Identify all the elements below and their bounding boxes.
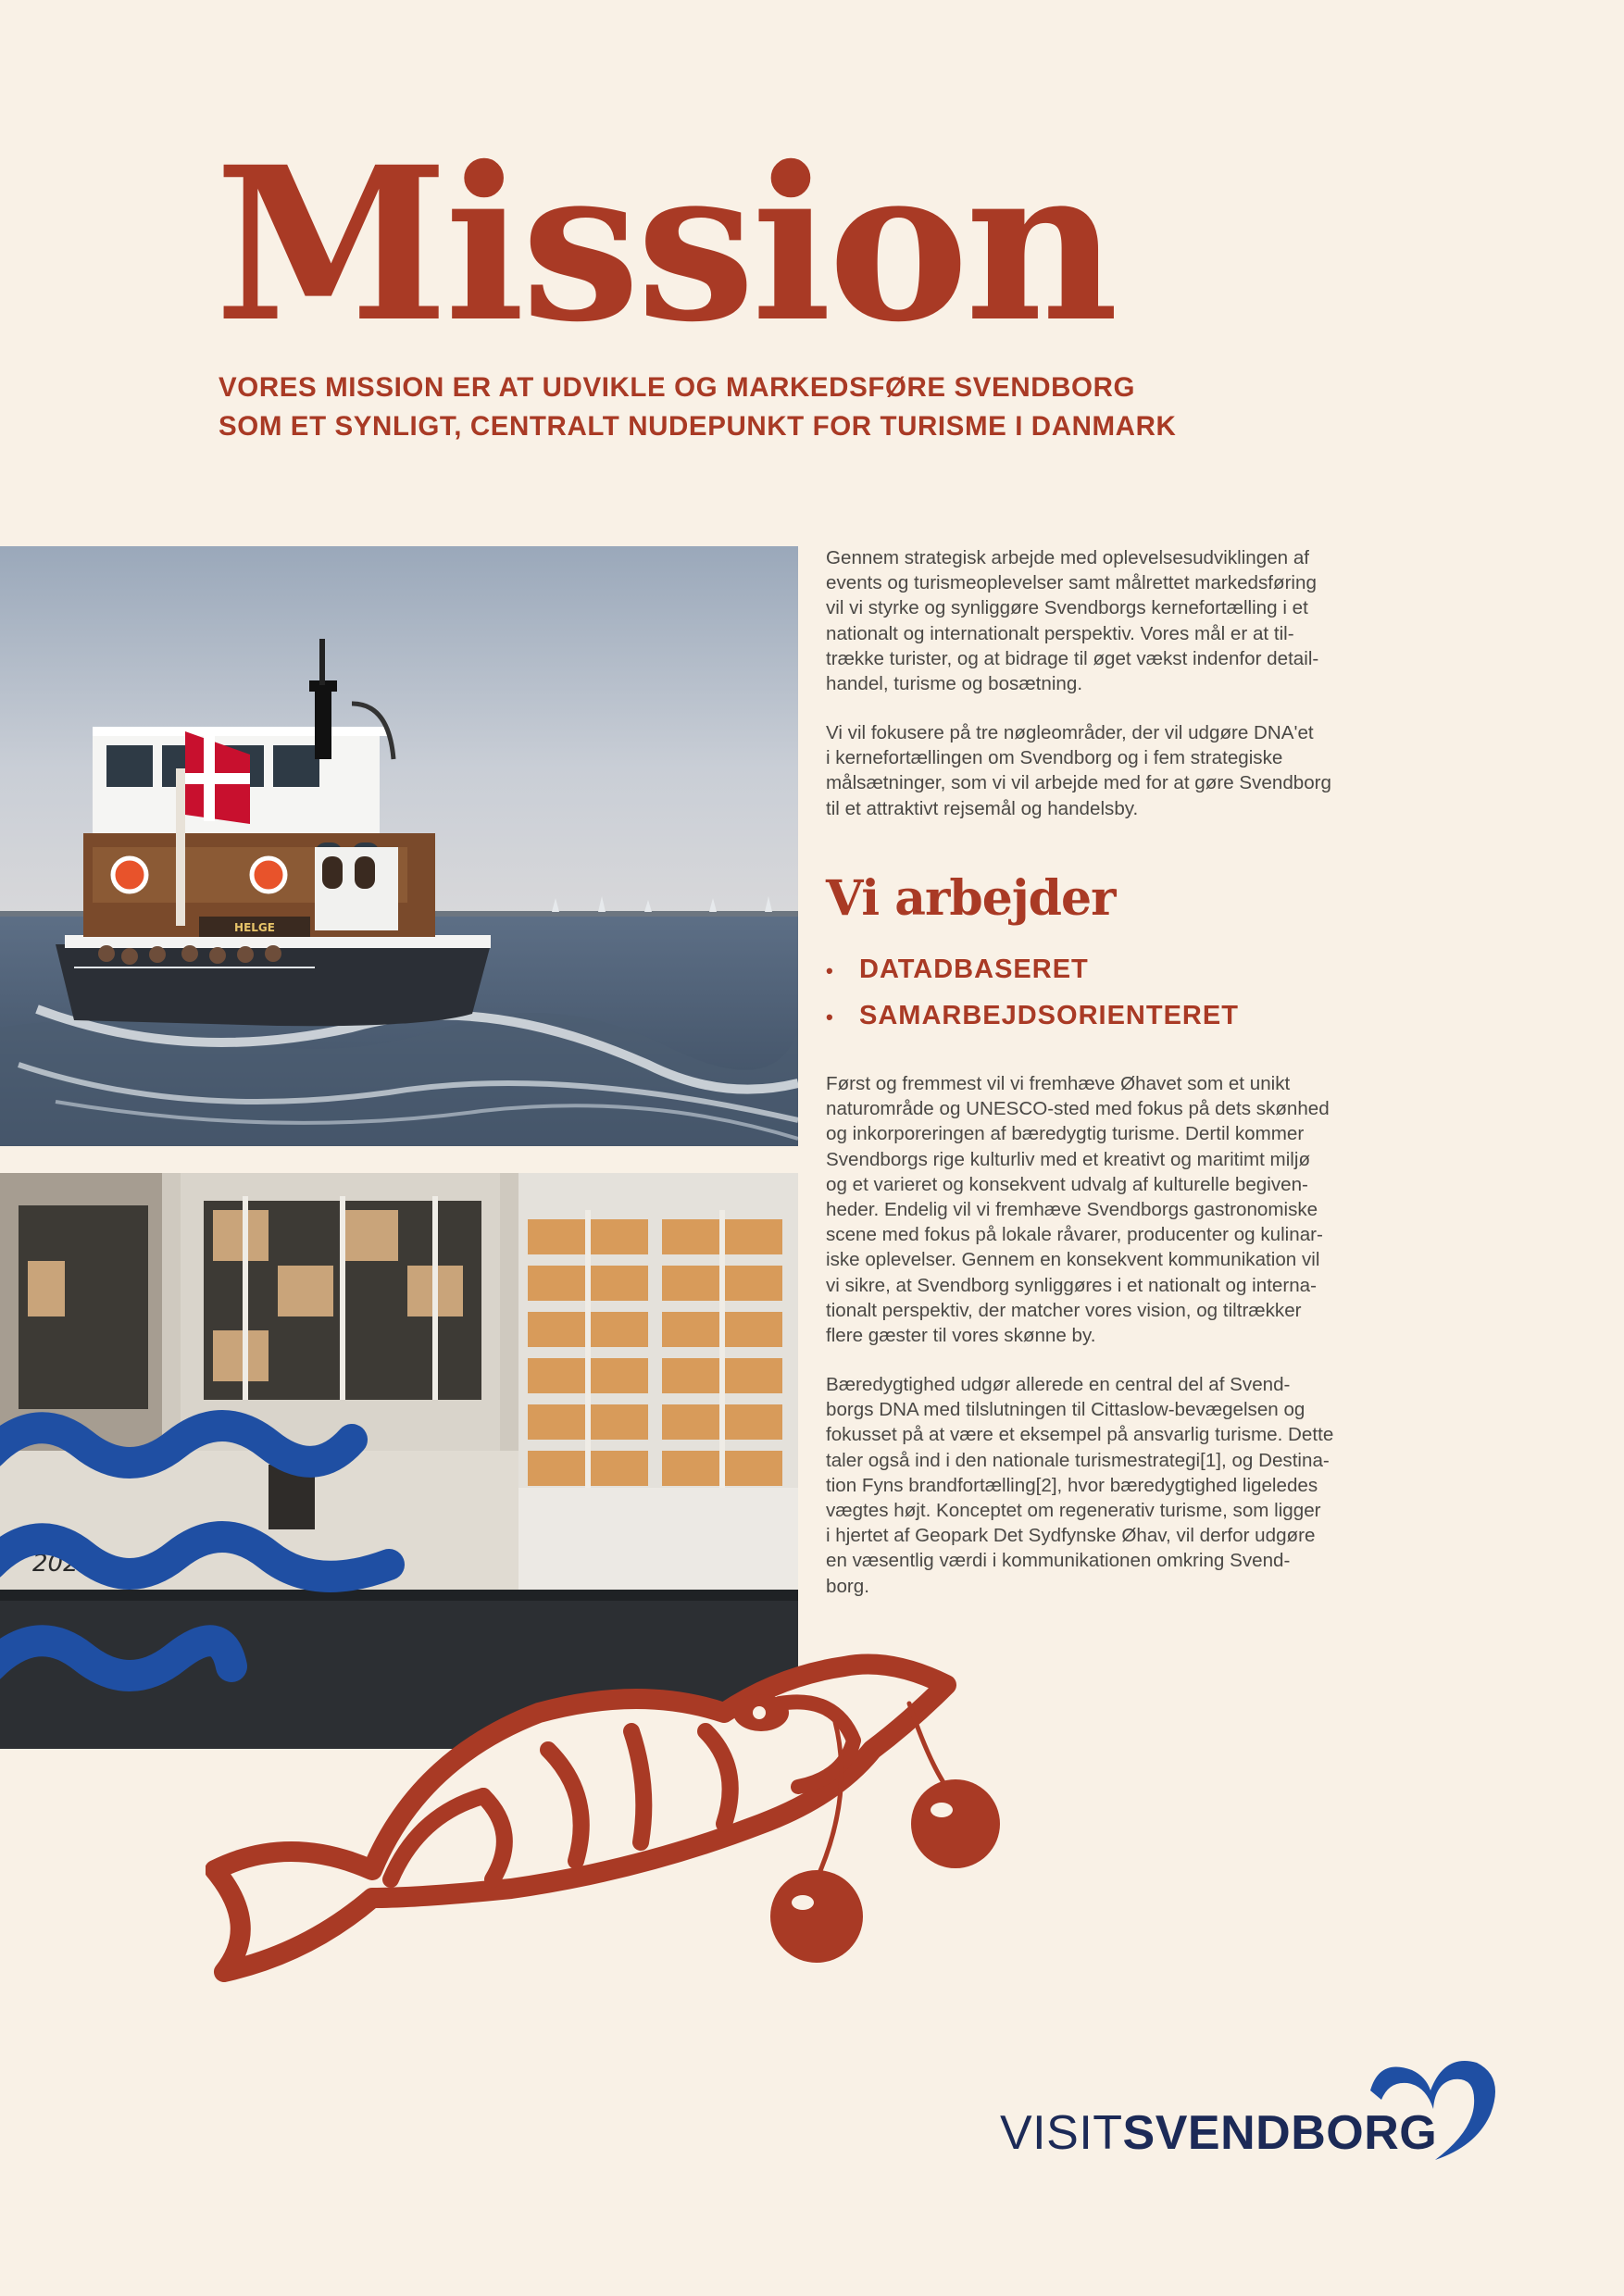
text-line: i hjertet af Geopark Det Sydfynske Øhav, vil derfor udgøre bbox=[826, 1525, 1316, 1547]
text-line: Vi vil fokusere på tre nøgleområder, der vil udgøre DNA'et bbox=[826, 722, 1314, 743]
text-line: til et attraktivt rejsemål og handelsby. bbox=[826, 797, 1139, 819]
text-line: målsætninger, som vi vil arbejde med for at gøre Svendborg bbox=[826, 772, 1331, 794]
fish-illustration bbox=[206, 1648, 1178, 2000]
intro-paragraph-1 bbox=[826, 545, 1405, 696]
text-line: i kernefortællingen om Svendborg og i fem strategiske bbox=[826, 747, 1283, 769]
heart-icon bbox=[1361, 2053, 1500, 2165]
mission-subtitle bbox=[219, 368, 1330, 446]
text-line: scene med fokus på lokale råvarer, producenter og kulinar- bbox=[826, 1224, 1323, 1246]
text-line: borgs DNA med tilslutningen til Cittaslow-bevægelsen og bbox=[826, 1399, 1305, 1421]
bullet-icon: • bbox=[826, 1005, 834, 1029]
list-item bbox=[826, 993, 1239, 1040]
boat-name: HELGE bbox=[234, 921, 275, 934]
bullet-icon: • bbox=[826, 959, 834, 982]
text-line: iske oplevelser. Gennem en konsekvent kommunikation vil bbox=[826, 1249, 1320, 1271]
text-line: handel, turisme og bosætning. bbox=[826, 673, 1083, 695]
subtitle-line: SOM ET SYNLIGT, CENTRALT NUDEPUNKT FOR TURISME I DANMARK bbox=[219, 411, 1177, 442]
text-line: flere gæster til vores skønne by. bbox=[826, 1325, 1096, 1347]
ferry-photo bbox=[0, 546, 798, 1148]
text-line: heder. Endelig vil vi fremhæve Svendborgs gastronomiske bbox=[826, 1199, 1318, 1221]
graffiti-text: 2020 bbox=[32, 1550, 94, 1578]
text-line: Først og fremmest vil vi fremhæve Øhavet som et unikt bbox=[826, 1073, 1291, 1094]
body-paragraph-1 bbox=[826, 1071, 1405, 1348]
logo-brand: SVENDBORG bbox=[1122, 2106, 1438, 2160]
text-line: og inkorporeringen af bæredygtig turisme. Dertil kommer bbox=[826, 1123, 1305, 1145]
text-line: tionalt perspektiv, der matcher vores vision, og tiltrækker bbox=[826, 1299, 1302, 1321]
page-title: Mission bbox=[215, 120, 1116, 368]
body-paragraph-2 bbox=[826, 1372, 1405, 1599]
text-line: trække turister, og at bidrage til øget vækst indenfor detail- bbox=[826, 647, 1319, 669]
subtitle-line: VORES MISSION ER AT UDVIKLE OG MARKEDSFØRE SVENDBORG bbox=[219, 372, 1136, 403]
text-line: taler også ind i den nationale turismestrategi[1], og Destina- bbox=[826, 1449, 1330, 1471]
text-line: vil vi styrke og synliggøre Svendborgs kernefortælling i et bbox=[826, 597, 1308, 619]
section-heading: Vi arbejder bbox=[826, 870, 1116, 927]
focus-list bbox=[826, 947, 1239, 1040]
intro-paragraph-2 bbox=[826, 720, 1405, 821]
text-line: Svendborgs rige kulturliv med et kreativt og maritimt miljø bbox=[826, 1148, 1311, 1170]
text-line: events og turismeoplevelser samt målrettet markedsføring bbox=[826, 572, 1317, 594]
text-line: Bæredygtighed udgør allerede en central del af Svend- bbox=[826, 1374, 1291, 1395]
text-line: nationalt og internationalt perspektiv. Vores mål er at til- bbox=[826, 622, 1294, 644]
text-line: en væsentlig værdi i kommunikationen omkring Svend- bbox=[826, 1550, 1291, 1572]
list-item-label: SAMARBEJDSORIENTERET bbox=[859, 1001, 1239, 1030]
text-line: vi sikre, at Svendborg synliggøres i et nationalt og interna- bbox=[826, 1274, 1317, 1296]
text-line: tion Fyns brandfortælling[2], hvor bæredygtighed ligeledes bbox=[826, 1474, 1318, 1496]
list-item-label: DATADBASERET bbox=[859, 955, 1089, 984]
text-line: naturområde og UNESCO-sted med fokus på dets skønhed bbox=[826, 1098, 1330, 1120]
visitsvendborg-logo bbox=[1000, 2053, 1500, 2174]
text-line: vægtes højt. Konceptet om regenerativ turisme, som ligger bbox=[826, 1500, 1321, 1522]
list-item bbox=[826, 947, 1239, 993]
text-line: Gennem strategisk arbejde med oplevelsesudviklingen af bbox=[826, 547, 1310, 568]
text-line: fokusset på at være et eksempel på ansvarlig turisme. Dette bbox=[826, 1424, 1334, 1446]
logo-visit: VISIT bbox=[1000, 2106, 1123, 2160]
photo-divider bbox=[0, 1146, 798, 1174]
text-line: og et varieret og konsekvent udvalg af kulturelle begiven- bbox=[826, 1173, 1308, 1195]
text-line: borg. bbox=[826, 1575, 869, 1597]
